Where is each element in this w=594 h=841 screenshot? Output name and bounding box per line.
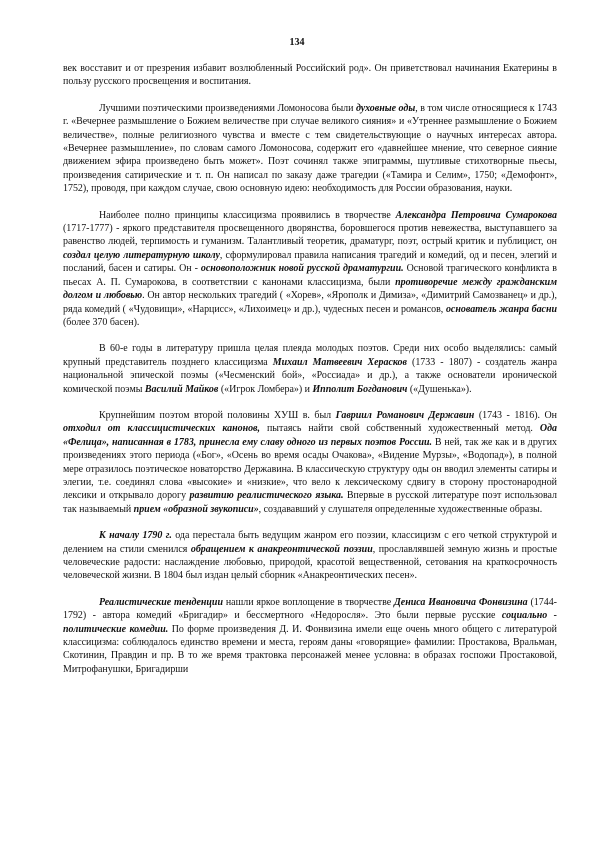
emphasis-text: обращением к анакреонтической поэзии [190, 543, 373, 555]
paragraph [63, 529, 557, 583]
paragraph-text: Впервые в русской литературе поэт использовал так называемый [63, 490, 558, 515]
paragraph-text: нашли яркое воплощение в творчестве [222, 596, 394, 608]
paragraph-text: , создававший у слушателя определенные художественные образы. [258, 503, 543, 515]
emphasis-text: Александра Петровича Сумарокова [395, 209, 557, 221]
emphasis-text: основатель жанра басни [445, 303, 558, 315]
emphasis-text: Дениса Ивановича Фонвизина [394, 596, 528, 608]
emphasis-text: Гавриил Романович Державин [335, 409, 475, 421]
document-body [63, 62, 557, 676]
emphasis-text: Василий Майков [144, 383, 219, 395]
paragraph-text: пытаясь найти свой собственный художественный метод. [259, 423, 540, 435]
emphasis-text: Реалистические тенденции [99, 596, 223, 608]
emphasis-text: создал целую литературную школу [63, 249, 220, 261]
paragraph-text: Лучшими поэтическими произведениями Ломоносова были [99, 102, 356, 114]
paragraph-text: , сформулировал правила написания трагедий и комедий, од и песен, элегий и посланий, басен и сатиры. Он - [63, 249, 557, 275]
paragraph [63, 102, 557, 196]
paragraph-text: ода перестала быть ведущим жанром его поэзии, классицизм с его четкой структурой и делением на стили сменился [63, 530, 557, 555]
paragraph-text: (1733 - 1807) - создатель жанра национальной эпической поэмы («Чесменский бой», «Россиада» и др.), а также основатели иронической комической поэмы [63, 356, 558, 395]
paragraph-text: По форме произведения Д. И. Фонвизина имели еще очень много общего с литературой классицизма: соблюдалось единство времени и места, героям даны «говорящие» фамилии: Простакова, Вральман, Скотинин, Правдин и пр. В то же время трактовка персонажей менее условна: в образах госпожи Простаковой, Митрофанушки, Бригадирши [63, 623, 558, 675]
paragraph-text: («Душенька»). [407, 383, 472, 395]
paragraph-text: (1717-1777) - яркого представителя просвещенного дворянства, боровшегося против невежества, выступавшего за равенство людей, терпимость и гуманизм. Талантливый теоретик, драматург, поэт, острый критик и публицист, он [63, 223, 557, 248]
paragraph-text: , в том числе относящиеся к 1743 г. «Вечернее размышление о Божием величестве при случае великого сияния» и «Утреннее размышление о Божием величестве», полные религиозного чувства и вместе с тем свидетельствующие о научных интересах автора. «Вечернее размышление», по словам самого Ломоносова, содержит его «давнейшее мнение, что северное сияние движением эфира произведено быть может». Поэт сочинял также эпиграммы, шутливые стихотворные пьесы, произведения сатирические и т. п. Он написал по заказу даже трагедии («Тамира и Селим», 1750; «Демофонт», 1752), проводя, при каждом случае, свою основную идею: необходимость для России образования, науки. [63, 102, 557, 195]
emphasis-text: Ипполит Богданович [312, 383, 408, 395]
paragraph [63, 596, 557, 676]
paragraph [63, 409, 557, 516]
paragraph-text: (1744-1792) - автора комедий «Бригадир» и бессмертного «Недоросля». Это были первые русские [63, 596, 557, 622]
paragraph-text: В 60-е годы в литературу пришла целая плеяда молодых поэтов. Среди них особо выделялись: самый крупный представитель позднего классицизма [63, 343, 557, 368]
paragraph [63, 209, 557, 330]
paragraph-text: (более 370 басен). [63, 316, 140, 328]
emphasis-text: противоречие между гражданским долгом и любовью [63, 276, 557, 302]
paragraph [63, 342, 557, 396]
paragraph-text: Основой трагического конфликта в пьесах А. П. Сумарокова, в соответствии с канонами классицизма, были [63, 263, 557, 288]
paragraph-text: . Он автор нескольких трагедий ( «Хорев», «Ярополк и Димиза», «Димитрий Самозванец» и др.), ряда комедий ( «Чудовищи», «Нарцисс», «Лихоимец» и др.), чудесных песен и романсов, [63, 290, 557, 315]
emphasis-text: прием «образной звукописи» [133, 503, 259, 515]
emphasis-text: отходил от классицистических канонов, [63, 423, 260, 435]
paragraph-text: Наиболее полно принципы классицизма проявились в творчестве [99, 209, 396, 221]
page-number: 134 [289, 37, 305, 48]
paragraph-text: Крупнейшим поэтом второй половины ХУШ в. был [99, 409, 336, 421]
paragraph-text: («Игрок Ломбера») и [218, 383, 313, 395]
emphasis-text: основоположник новой русской драматургии. [200, 263, 404, 275]
paragraph-text: век восставит и от презрения избавит возлюбленный Российский род». Он приветствовал начинания Екатерины в пользу русского просвещения и воспитания. [63, 63, 557, 88]
emphasis-text: духовные оды [355, 102, 416, 114]
emphasis-text: Ода «Фелица», написанная в 1783, принесла ему славу одного из первых поэтов России. [63, 423, 557, 448]
emphasis-text: социально - политические комедии. [63, 610, 557, 635]
emphasis-text: К началу 1790 г. [99, 530, 172, 542]
paragraph [63, 62, 557, 89]
paragraph-text: В ней, так же как и в других произведениях этого периода («Бог», «Осень во время осады Очакова», «Видение Мурзы», «Водопад»), в полной мере отразилось поэтическое новаторство Державина. В классическую структуру оды он вводил элементы сатиры и элегии, т.е. соединял слова «высокие» и «низкие», что вело к лексическому сдвигу в сторону простонародной лексики и открывало дорогу [63, 436, 558, 502]
paragraph-text: (1743 - 1816). Он [474, 409, 557, 421]
paragraph-text: , прославлявшей земную жизнь и простые человеческие радости: наслаждение любовью, природой, красотой вещественной, сетования на краткосрочность человеческой жизни. В 1804 был издан целый сборник «Анакреонтических песен». [63, 543, 558, 582]
emphasis-text: развитию реалистического языка. [189, 490, 344, 502]
emphasis-text: Михаил Матвеевич Херасков [272, 356, 407, 368]
